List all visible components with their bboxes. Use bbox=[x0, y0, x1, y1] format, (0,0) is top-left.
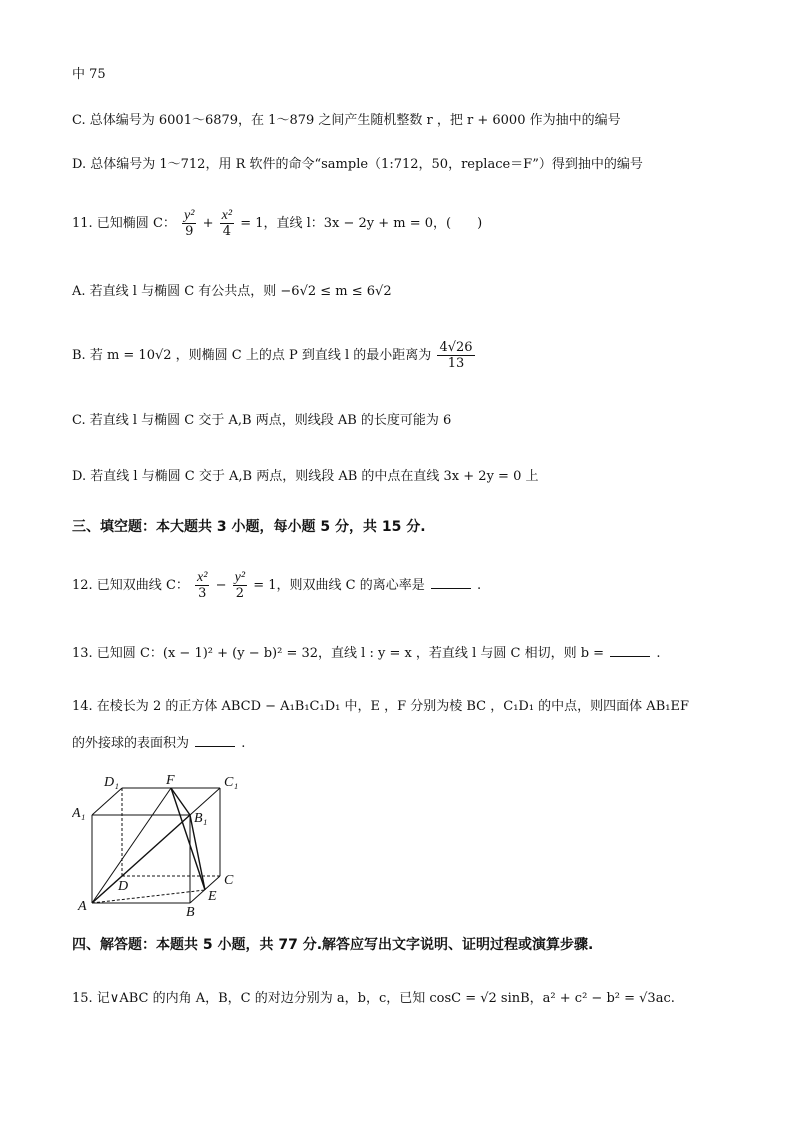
q11-b-text: B. 若 m = 10√2 ，则椭圆 C 上的点 P 到直线 l 的最小距离为 bbox=[72, 348, 432, 363]
q12-fraction-x bbox=[195, 570, 209, 601]
section-4-heading: 四、解答题：本题共 5 小题，共 77 分.解答应写出文字说明、证明过程或演算步骤. bbox=[72, 937, 594, 953]
q11-num1: y² bbox=[184, 208, 195, 223]
label-a: A bbox=[78, 899, 87, 914]
section-3-heading: 三、填空题：本大题共 3 小题，每小题 5 分，共 15 分. bbox=[72, 519, 426, 535]
q14-answer-blank bbox=[195, 734, 235, 747]
option-b-continuation: 中 75 bbox=[72, 67, 106, 82]
label-b: B bbox=[186, 905, 195, 920]
label-c: C bbox=[224, 873, 234, 888]
q13-stem bbox=[72, 644, 660, 663]
q14-text: 的外接球的表面积为 bbox=[72, 736, 190, 751]
q11-den1: 9 bbox=[185, 224, 194, 239]
label-b1: B₁ bbox=[194, 811, 208, 826]
q12-end: . bbox=[476, 578, 482, 593]
q11-option-c: C. 若直线 l 与椭圆 C 交于 A,B 两点，则线段 AB 的长度可能为 6 bbox=[72, 413, 452, 428]
q11-b-num: 4√26 bbox=[439, 340, 473, 355]
q11-fraction-y bbox=[182, 208, 196, 239]
q11-b-den: 13 bbox=[447, 356, 465, 371]
label-c1: C₁ bbox=[224, 775, 239, 790]
q11-fraction-x bbox=[220, 208, 234, 239]
q14-line-2 bbox=[72, 734, 245, 753]
q13-answer-blank bbox=[610, 644, 650, 657]
q12-suffix: = 1，则双曲线 C 的离心率是 bbox=[253, 578, 425, 593]
edge-a1-d1 bbox=[92, 788, 122, 815]
q13-text: 13. 已知圆 C：(x − 1)² + (y − b)² = 32，直线 l : y = x ，若直线 l 与圆 C 相切，则 b = bbox=[72, 646, 605, 661]
label-d: D bbox=[118, 879, 129, 894]
q11-num2: x² bbox=[221, 208, 233, 223]
q12-den2: 2 bbox=[235, 586, 244, 601]
q12-fraction-y bbox=[233, 570, 247, 601]
q11-option-d: D. 若直线 l 与椭圆 C 交于 A,B 两点，则线段 AB 的中点在直线 3x + 2y = 0 上 bbox=[72, 469, 539, 484]
segment-f-b1 bbox=[171, 788, 190, 815]
segment-a-f bbox=[92, 788, 171, 903]
q10-option-d: D. 总体编号为 1～712，用 R 软件的命令“sample（1:712，50，replace＝F”）得到抽中的编号 bbox=[72, 157, 643, 172]
segment-f-e bbox=[171, 788, 208, 890]
q10-option-c: C. 总体编号为 6001～6879，在 1～879 之间产生随机整数 r ，把 r + 6000 作为抽中的编号 bbox=[72, 113, 621, 128]
q12-stem bbox=[72, 570, 481, 601]
q12-num1: x² bbox=[197, 570, 208, 585]
q11-suffix: = 1，直线 l：3x − 2y + m = 0，( ) bbox=[240, 216, 483, 231]
q12-answer-blank bbox=[431, 576, 471, 589]
q12-den1: 3 bbox=[198, 586, 207, 601]
q11-prefix: 11. 已知椭圆 C： bbox=[72, 216, 176, 231]
q14-line-1: 14. 在棱长为 2 的正方体 ABCD − A₁B₁C₁D₁ 中，E ，F 分别为棱 BC ，C₁D₁ 的中点，则四面体 AB₁EF bbox=[72, 699, 689, 714]
q11-den2: 4 bbox=[222, 224, 231, 239]
q15-stem: 15. 记∨ABC 的内角 A，B，C 的对边分别为 a，b，c，已知 cosC = √2 sinB，a² + c² − b² = √3ac. bbox=[72, 991, 675, 1006]
cube-figure bbox=[72, 770, 242, 920]
label-a1: A₁ bbox=[72, 806, 86, 821]
q12-num2: y² bbox=[234, 570, 246, 585]
q11-plus: + bbox=[202, 216, 218, 231]
q12-minus: − bbox=[215, 578, 231, 593]
q11-stem bbox=[72, 208, 482, 239]
label-f: F bbox=[166, 773, 175, 788]
q12-prefix: 12. 已知双曲线 C： bbox=[72, 578, 189, 593]
q11-option-a: A. 若直线 l 与椭圆 C 有公共点，则 −6√2 ≤ m ≤ 6√2 bbox=[72, 284, 392, 299]
segment-a-b1 bbox=[92, 815, 190, 903]
q13-end: . bbox=[656, 646, 661, 661]
q14-end: . bbox=[241, 736, 246, 751]
label-e: E bbox=[208, 889, 217, 904]
q11-b-fraction bbox=[437, 340, 474, 371]
segment-a-e-hidden bbox=[92, 890, 205, 903]
label-d1: D₁ bbox=[104, 775, 119, 790]
q11-option-b bbox=[72, 340, 477, 371]
